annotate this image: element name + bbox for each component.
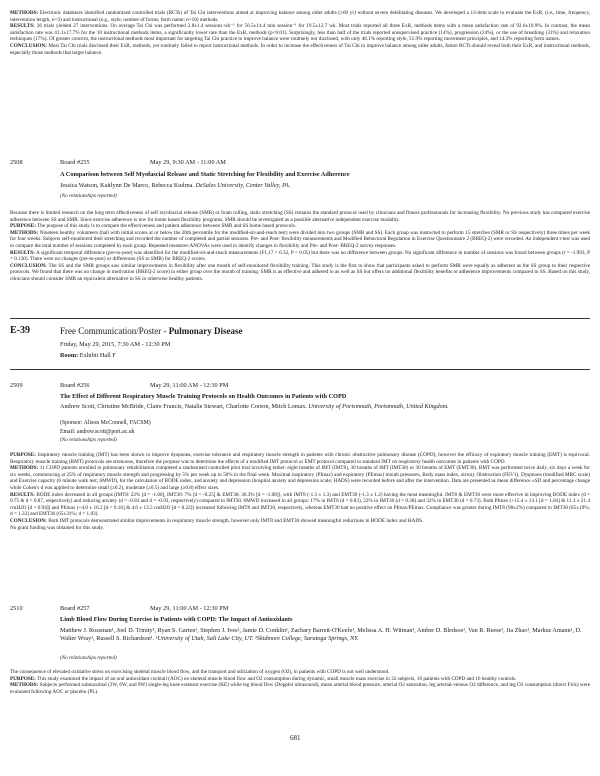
- abstract-2507-continuation: [10, 10, 590, 82]
- author-line: [60, 403, 590, 411]
- affiliation: ¹University of Utah, Salt Lake City, UT. ²Skidmore College, Saratoga Springs, NY.: [155, 635, 359, 643]
- board-number: Board #257: [60, 605, 90, 612]
- session-rule: [10, 369, 590, 370]
- author-line: [60, 627, 590, 644]
- abstract-title: Limb Blood Flow During Exercise in Patients with COPD: The Impact of Antioxidants: [60, 616, 293, 623]
- session-date: Friday, May 29, 2015, 7:30 AM - 12:30 PM: [60, 341, 171, 348]
- methods-label: METHODS:: [10, 10, 39, 16]
- methods-text: Subjects performed submaximal (3W, 6W, and 9W) single-leg knee extensor exercise (KE) while leg blood flow (Doppler ultrasound), mean arterial blood pressure, arterial O2 saturation, leg arterial-venous O2 difference, and leg O2 consumption (direct Fick) were evaluated following AOC or placebo (PL).: [10, 682, 590, 695]
- presentation-time: May 29, 11:00 AM - 12:30 PM: [150, 605, 229, 612]
- abstract-number: 2510: [10, 605, 23, 612]
- sponsor: (Sponsor: Alison McConnell, FACSM): [60, 420, 151, 426]
- purpose-text: The purpose of this study is to compare the effectiveness and patient adherence between SMR and SS home based protocols.: [37, 223, 297, 230]
- results-label: RESULTS:: [10, 23, 35, 30]
- room-label: Room:: [60, 352, 79, 359]
- methods-label: METHODS:: [10, 465, 39, 472]
- conclusion-label: CONCLUSION:: [10, 42, 47, 49]
- email: Email: andrew.scott@port.ac.uk: [60, 429, 135, 435]
- purpose-label: PURPOSE:: [10, 675, 36, 682]
- abstract-title: The Effect of Different Respiratory Muscle Training Protocols on Health Outcomes in Patients with COPD: [60, 393, 347, 400]
- disclosure-note: (No relationships reported): [60, 193, 117, 199]
- results-label: RESULTS:: [10, 249, 35, 256]
- disclosure-note: (No relationships reported): [60, 437, 117, 443]
- intro-text: The consequence of elevated oxidative stress on exercising skeletal muscle blood flow, and the transport and utilization of oxygen (O2), in patients with COPD is not well understood.: [10, 669, 390, 675]
- session-topic: Pulmonary Disease: [168, 326, 243, 336]
- affiliation: University of Portsmouth, Portsmouth, United Kingdom.: [308, 403, 449, 410]
- conclusion-text: Most Tai Chi trials disclosed their ExR, methods, yet routinely failed to report instructional methods. In order to increase the effectiveness of Tai Chi to improve balance among older adults, future RCTs should reveal both their ExR, and instructional methods, especially those methods that target balance.: [10, 42, 590, 56]
- funding-text: No grant funding was obtained for this study.: [10, 524, 104, 531]
- session-room: [60, 352, 116, 360]
- conclusion-text: The SS and the SMR groups saw similar improvements in flexibility after one month of self-monitored flexibility training. This study is the first to show that participants asked to perform SMR were equally as adherent as the SS group to their respective protocols. We found that there was no change in motivation (BREQ-2 score) in either group over the month of training. SMR is as effective and adhered to as well as SS but offers no additional flexibility benefits or adherence improvements compared to SS. Based on this study, clinicians should consider SMR an equivalent alternative to SS in otherwise healthy patients.: [10, 262, 590, 282]
- board-number: Board #256: [60, 382, 90, 389]
- presentation-time: May 29, 9:30 AM - 11:00 AM: [150, 159, 226, 166]
- author-line: [60, 182, 580, 190]
- purpose-text: This study examined the impact of an oral antioxidant cocktail (AOC) on skeletal muscle blood flow and O2 consumption during dynamic, small muscle mass exercise in 32 subjects, 16 patients with COPD and 16 healthy controls.: [37, 675, 517, 682]
- methods-label: METHODS:: [10, 229, 39, 236]
- conclusion-label: CONCLUSION:: [10, 262, 47, 269]
- session-title-prefix: Free Communication/Poster -: [60, 326, 169, 336]
- authors: Matthew J. Rossman¹, Joel D. Trinity¹, Ryan S. Garten¹, Stephen J. Ives², Jamie D. Conklin¹, Zachary Barrett-O'Keefe¹, Melissa A. H. Witman¹, Amber D. Bledsoe¹, Van R. Reese¹, Jia Zhao¹, Markus Amann¹, D. Walter Wray¹, Russell S. Richardson¹.: [60, 627, 582, 643]
- purpose-text: Inspiratory muscle training (IMT) has been shown to improve dyspnoea, exercise tolerance and respiratory muscle strength in patients with chronic obstructive pulmonary disease (COPD), however the efficacy of expiratory muscle training (EMT) is equivocal. Respiratory muscle training (RMT) protocols are strenuous, therefore the purpose was to determine the effects of a modified IMT protocol or EMT protocol compared to standard IMT on respiratory health outcomes in patients with COPD.: [10, 452, 590, 465]
- intro-text: Because there is limited research on the long term effectiveness of self myofascial release (SMR) or foam rolling, static stretching (SS) remains the standard protocol used by clinicians and fitness professionals for increasing flexibility. No previous study has compared exercise adherence between SS and SMR. Since exercise adherence is low for home based flexibility programs, SMR should be investigated as a possible alternative independent exercise modality.: [10, 210, 590, 223]
- methods-text: 11 COPD patients enrolled in pulmonary rehabilitation completed a randomised controlled pilot trial involving either: eight breaths of IMT (IMT8), 30 breaths of IMT (IMT30) or 30 breaths of EMT (EMT30). RMT was performed twice daily, six days a week for six weeks, commencing at 25% of respiratory muscle strength and progressing by 5% per week up to 50% in the final week. Maximal inspiratory (PImax) and expiratory (PEmax) mouth pressures, Body mass index, airway Obstruction (FEV1), Dyspnoea (modified MRC scale) and Exercise capacity (6 minute walk test; 6MWD), for the calculation of BODE index, and anxiety and depression (hospital anxiety and depression scale; HADS) were recorded before and after the intervention. Data are presented as mean difference ±SD and percentage change while Cohen's d was applied to determine small (≥0.2), moderate (≥0.5) and large (≥0.8) effect sizes.: [10, 465, 590, 491]
- purpose-label: PURPOSE:: [10, 452, 36, 458]
- board-number: Board #255: [60, 159, 90, 166]
- abstract-title: A Comparison between Self Myofascial Release and Static Stretching for Flexibility and Exercise Adherence: [60, 171, 350, 178]
- presentation-time: May 29, 11:00 AM - 12:30 PM: [150, 382, 229, 389]
- authors: Jessica Watson, Kaitlynn De Marco, Rebecca Kudrna.: [60, 182, 194, 189]
- abstract-2509-body: [10, 452, 590, 594]
- conclusion-text: Both IMT protocols demonstrated similar improvements in respiratory muscle strength, however only IMT8 and EMT30 showed meaningful reductions in BODE index and HADS.: [48, 517, 424, 524]
- disclosure-note: (No relationships reported): [60, 655, 117, 661]
- abstract-number: 2509: [10, 382, 23, 389]
- results-text: 26 trials yielded 27 interventions. On average Tai Chi was performed 2.8±1.4 sessions·wk⁻¹ for 56.5±14.4 min session⁻¹ for 19.5±12.7 wk. Most trials reported all three ExR, methods items with a mean satisfaction rate of 92.6±10.9%. In contrast, the mean satisfaction rate was 41.1±17.7% for the 10 instructional methods items, a significantly lower rate than the ExR, methods (p<0.01). Surprisingly, less than half of the trials reported unsupervised practice (14%), progression (24%), or the use of breathing (31%) and relaxation techniques (17%). Of greater concern, the instructional methods most important for targeting Tai Chi practice to improve balance were routinely not disclosed, with only 48.1% reporting style, 51.9% reporting movement principles, and 14.3% reporting form names.: [10, 23, 590, 43]
- abstract-2510-body: [10, 669, 590, 717]
- abstract-2508-body: [10, 210, 590, 303]
- page-number: 681: [290, 734, 301, 742]
- results-text: A significant temporal difference (pre-to-post) was identified for the modified-sit-and-reach measurements (F1,17 = 6.32, P < 0.05) but there was no difference between groups. No significant difference in number of sessions was found between groups (t = -1.993, P = 0.130). There were no changes (pre-to-post) or differences (SS to SMR) for BREQ-2 scores.: [10, 249, 590, 263]
- purpose-label: PURPOSE:: [10, 223, 36, 230]
- affiliation: DeSales University, Center Valley, PA.: [195, 182, 291, 189]
- session-title: [60, 325, 242, 337]
- methods-text: Nineteen healthy volunteers (hall with initial scores at or below the 20th percentile for the modified-sit-and-reach test) were divided into two groups (SMR and SS). Each group was instructed to perform 15 stretches (SMR or SS respectively) three times per week for four weeks. Subjects self-monitored their stretching and recorded the number of completed and partial sessions. Pre- and Post- flexibility measurements and Modified Behavioral Regulation in Exercise Questionnaire 2 (BREQ-2) were recorded. An independent t-test was used to compare the total number of sessions completed by each group. Repeated measures ANOVAs were used to identify changes in flexibility and Pre- and Post- BREQ-2 survey responses.: [10, 229, 590, 249]
- methods-label: METHODS:: [10, 682, 39, 689]
- results-label: RESULTS:: [10, 491, 35, 498]
- conclusion-label: CONCLUSION:: [10, 517, 47, 524]
- abstract-number: 2508: [10, 159, 23, 166]
- authors: Andrew Scott, Christine McBride, Claire Francis, Natalie Stewart, Charlotte Corson, Mitch Lomax.: [60, 403, 307, 410]
- methods-text: Electronic databases identified randomized controlled trials (RCTs) of Tai Chi interventions aimed at improving balance among older adults (≥60 yr) without severe debilitating diseases. We developed a 13-item scale to evaluate the ExR, (i.e., time, frequency, intervention length, n=3) and instructional (e.g., style, number of forms, form name; n=10) methods.: [10, 10, 590, 23]
- results-text: BODE index decreased in all groups (IMT8: 22% [d = -1.00], IMT30: 7% [d = -0.25] & EMT30: 36.3% [d = -1.08]), with IMT8 (-1.3 ± 1.3) and EMT30 (-1.3 ± 1.2) having the most meaningful. IMT8 & EMT30 were more effective in improving BODE index (d = 0.75 & d = 0.87, respectively) and reducing anxiety (d = -0.83 and d = -0.93, respectively) compared to IMT30. 6MWD increased in all groups: 17% in IMT8 (d = 0.83), 22% in IMT30 (d = 0.38) and 32% in EMT30 (d = 0.73). Both PImax (+15.4 ± 13.1 [d = 1.04] & 11.3 ± 21.4 cmH2O [d = 0.94]) and PEmax (+4.0 ± 16.2 [d = 0.16] & 4.0 ± 13.5 cmH2O [d = 0.22]) increased following IMT8 and IMT30, respectively, whereas EMT30 had no positive effect on PImax/PEmax. Compliance was greater during IMT8 (98±2%) compared to IMT30 (85±19%; d = 1.33) and EMT30 (65±31%; d = 1.83).: [10, 491, 590, 518]
- session-code: E-39: [10, 325, 30, 336]
- session-rule: [10, 318, 590, 319]
- room-name: Exhibit Hall F: [79, 352, 116, 359]
